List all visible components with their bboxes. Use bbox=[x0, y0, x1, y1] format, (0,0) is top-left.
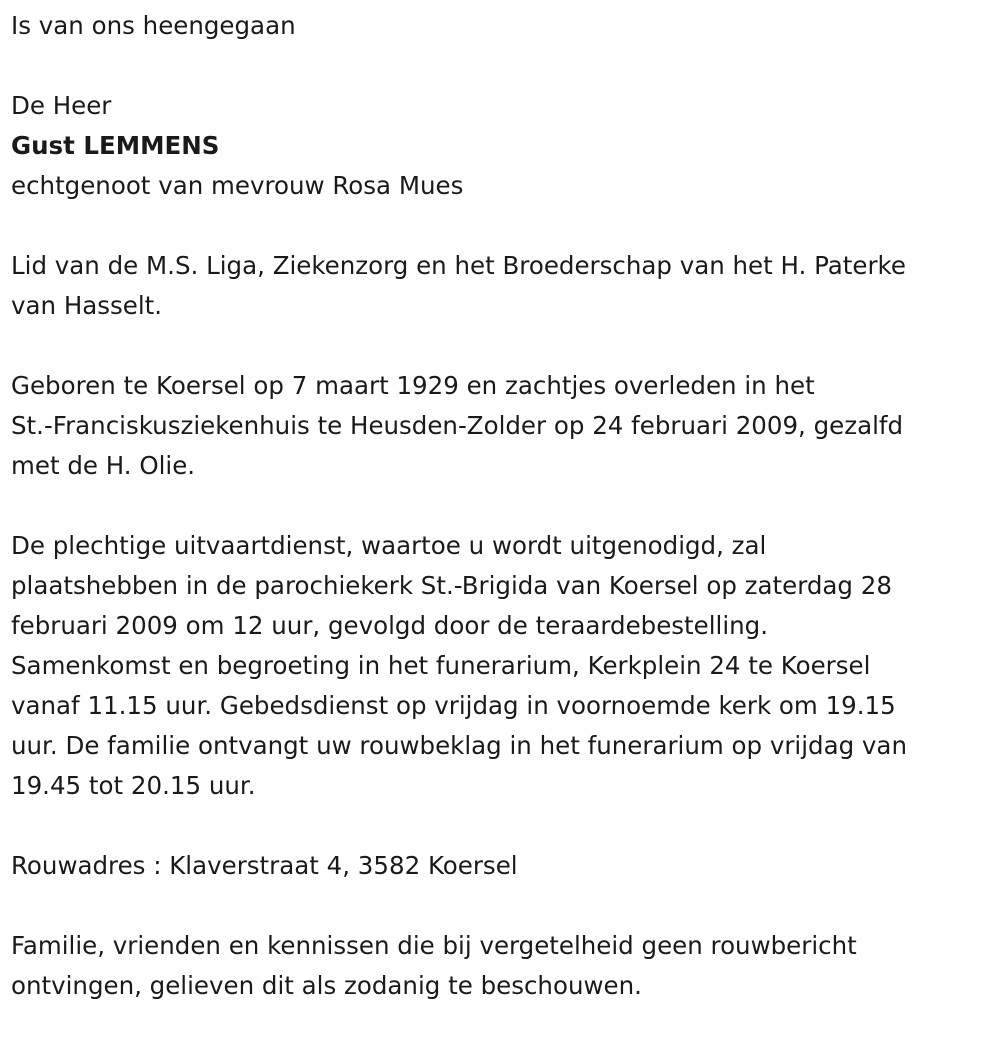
spacer bbox=[11, 206, 995, 246]
membership-paragraph bbox=[11, 246, 995, 326]
spacer bbox=[11, 806, 995, 846]
death-notice bbox=[11, 6, 995, 1006]
paragraph-line: uur. De familie ontvangt uw rouwbeklag in het funerarium op vrijdag van bbox=[11, 731, 907, 760]
paragraph-line: Geboren te Koersel op 7 maart 1929 en zachtjes overleden in het bbox=[11, 371, 815, 400]
deceased-name: Gust LEMMENS bbox=[11, 131, 220, 160]
paragraph-line: 19.45 tot 20.15 uur. bbox=[11, 771, 256, 800]
spacer bbox=[11, 46, 995, 86]
spacer bbox=[11, 326, 995, 366]
paragraph-line: St.-Franciskusziekenhuis te Heusden-Zolder op 24 februari 2009, gezalfd bbox=[11, 411, 904, 440]
paragraph-line: ontvingen, gelieven dit als zodanig te beschouwen. bbox=[11, 971, 642, 1000]
closing-paragraph bbox=[11, 926, 995, 1006]
intro-text: Is van ons heengegaan bbox=[11, 11, 296, 40]
paragraph-line: februari 2009 om 12 uur, gevolgd door de teraardebestelling. bbox=[11, 611, 768, 640]
spouse-text: echtgenoot van mevrouw Rosa Mues bbox=[11, 171, 464, 200]
paragraph-line: vanaf 11.15 uur. Gebedsdienst op vrijdag in voornoemde kerk om 19.15 bbox=[11, 691, 896, 720]
paragraph-line: De plechtige uitvaartdienst, waartoe u wordt uitgenodigd, zal bbox=[11, 531, 767, 560]
paragraph-line: van Hasselt. bbox=[11, 291, 163, 320]
paragraph-line: Familie, vrienden en kennissen die bij vergetelheid geen rouwbericht bbox=[11, 931, 857, 960]
funeral-paragraph bbox=[11, 526, 995, 806]
mourning-address: Rouwadres : Klaverstraat 4, 3582 Koersel bbox=[11, 851, 518, 880]
spacer bbox=[11, 886, 995, 926]
title-prefix: De Heer bbox=[11, 91, 112, 120]
paragraph-line: met de H. Olie. bbox=[11, 451, 196, 480]
paragraph-line: plaatshebben in de parochiekerk St.-Brigida van Koersel op zaterdag 28 bbox=[11, 571, 892, 600]
paragraph-line: Samenkomst en begroeting in het funerarium, Kerkplein 24 te Koersel bbox=[11, 651, 871, 680]
paragraph-line: Lid van de M.S. Liga, Ziekenzorg en het Broederschap van het H. Paterke bbox=[11, 251, 906, 280]
spacer bbox=[11, 486, 995, 526]
birth-death-paragraph bbox=[11, 366, 995, 486]
